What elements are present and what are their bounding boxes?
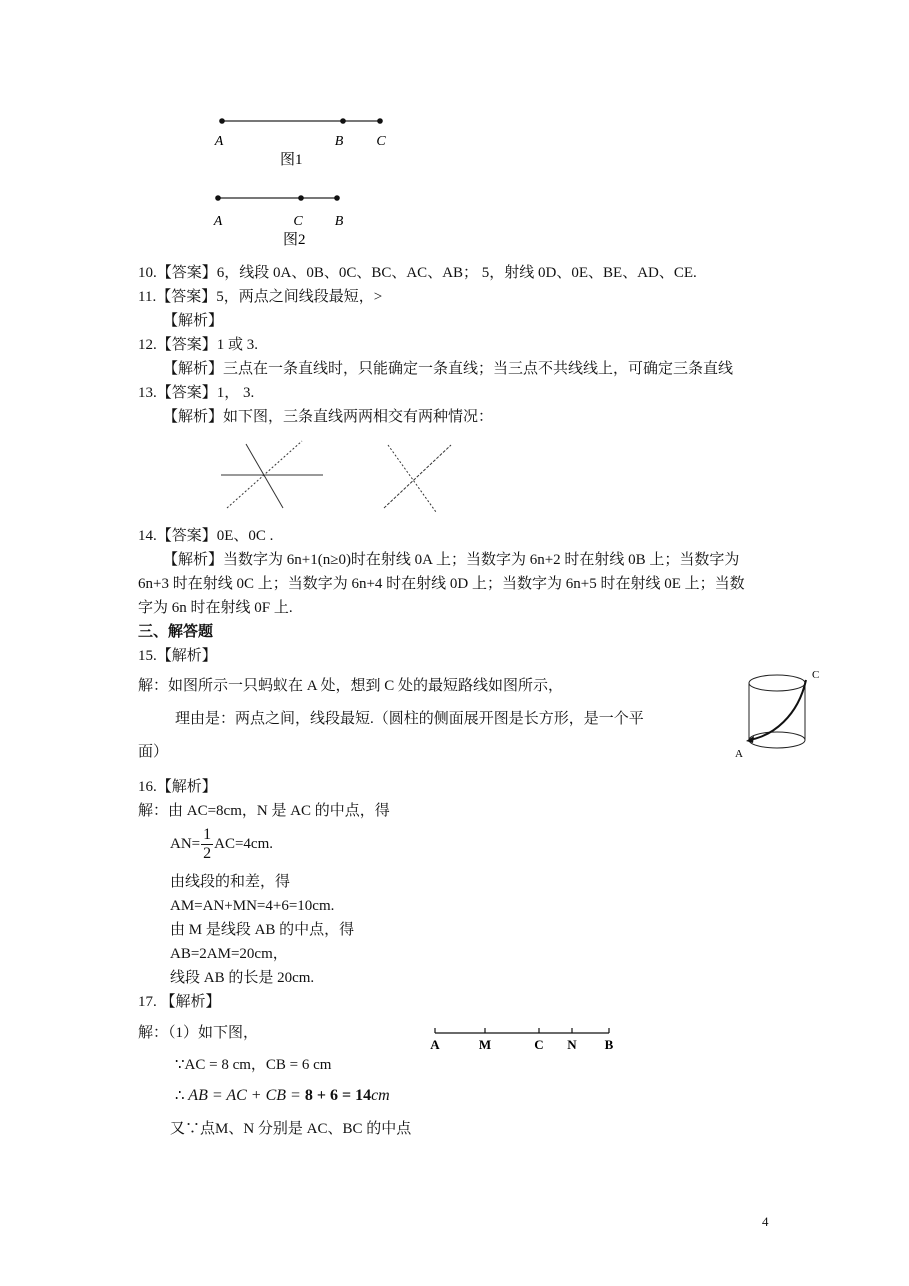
case1-oblique-line — [246, 444, 283, 508]
therefore-symbol: ∴ — [175, 1088, 185, 1104]
figure2-label-c: C — [293, 214, 303, 229]
q17-again-line: 又∵点M、N 分别是 AC、BC 的中点 — [170, 1121, 412, 1137]
page-number: 4 — [762, 1214, 769, 1229]
q16-solution-line5: 由 M 是线段 AB 的中点，得 — [170, 922, 355, 938]
figure2-label-b: B — [334, 214, 344, 229]
figure1-point-b — [340, 118, 346, 124]
q15-solution-line2: 理由是：两点之间，线段最短.（圆柱的侧面展开图是长方形，是一个平 — [175, 711, 644, 727]
cylinder-figure — [728, 660, 828, 765]
q12-answer: 12.【答案】1 或 3. — [138, 337, 259, 353]
figure2-point-b — [334, 195, 340, 201]
q15-header: 15.【解析】 — [138, 648, 217, 664]
figure1-caption: 图1 — [280, 152, 303, 168]
figure1-point-a — [219, 118, 225, 124]
cylinder-top-ellipse — [749, 675, 805, 691]
q15-solution-line3: 面） — [138, 744, 169, 760]
q13-analysis: 【解析】如下图，三条直线两两相交有两种情况： — [163, 409, 494, 425]
q16-solution-line6: AB=2AM=20cm， — [170, 946, 288, 962]
q14-analysis-line1: 【解析】当数字为 6n+1(n≥0)时在射线 0A 上；当数字为 6n+2 时在射线 0B 上；当数字为 — [163, 552, 740, 568]
label-c: C — [534, 1037, 544, 1052]
figure2-point-c — [298, 195, 304, 201]
q17-solution-line1: 解：（1）如下图， — [138, 1025, 259, 1041]
q14-analysis-line2: 6n+3 时在射线 0C 上；当数字为 6n+4 时在射线 0D 上；当数字为 6n+5 时在射线 0E 上；当数 — [138, 576, 745, 592]
q16-solution-line3: 由线段的和差，得 — [170, 874, 291, 890]
q11-analysis: 【解析】 — [163, 313, 224, 329]
q16-header: 16.【解析】 — [138, 779, 217, 795]
number-line-figure — [425, 1020, 625, 1055]
an-suffix: AC=4cm. — [214, 836, 273, 852]
q13-answer: 13.【答案】1， 3. — [138, 385, 255, 401]
therefore-expression: AB = AC + CB = — [188, 1087, 305, 1104]
q11-answer: 11.【答案】5，两点之间线段最短，> — [138, 289, 383, 305]
label-b: B — [604, 1037, 614, 1052]
segment-figures — [200, 100, 420, 250]
figure2-point-a — [215, 195, 221, 201]
q17-header: 17. 【解析】 — [138, 994, 221, 1010]
figure1-label-b: B — [334, 134, 344, 149]
label-m: M — [478, 1037, 492, 1052]
one-half-fraction — [201, 826, 213, 863]
q16-solution-line7: 线段 AB 的长是 20cm. — [170, 970, 315, 986]
q16-solution-line4: AM=AN+MN=4+6=10cm. — [170, 898, 335, 914]
therefore-unit: cm — [371, 1087, 390, 1104]
q17-therefore-line — [175, 1087, 390, 1105]
case2-oblique-line — [384, 445, 451, 508]
q15-solution-line1: 解：如图所示一只蚂蚁在 A 处，想到 C 处的最短路线如图所示， — [138, 678, 564, 694]
q10-answer: 10.【答案】6，线段 0A、0B、0C、BC、AC、AB； 5，射线 0D、0E、BE、AD、CE. — [138, 265, 697, 281]
q16-solution-line1: 解：由 AC=8cm，N 是 AC 的中点，得 — [138, 803, 390, 819]
section-title: 三、解答题 — [138, 624, 214, 640]
figure1-label-c: C — [376, 134, 386, 149]
therefore-sum: 8 + 6 = 14 — [304, 1087, 372, 1104]
cylinder-label-c: C — [812, 669, 820, 681]
q14-answer: 14.【答案】0E、0C . — [138, 528, 274, 544]
cylinder-label-a: A — [735, 748, 743, 760]
an-prefix: AN= — [170, 836, 201, 852]
case2-dotted-line — [388, 445, 436, 512]
figure2-label-a: A — [213, 214, 223, 229]
label-n: N — [567, 1037, 577, 1052]
intersecting-lines-figure — [215, 435, 460, 520]
q12-analysis: 【解析】三点在一条直线时，只能确定一条直线；当三点不共线线上，可确定三条直线 — [163, 361, 734, 377]
figure2-caption: 图2 — [283, 232, 306, 248]
fraction-denominator: 2 — [203, 845, 212, 863]
q16-fraction-line — [170, 826, 273, 863]
figure1-label-a: A — [214, 134, 224, 149]
path-arrow-head — [746, 736, 754, 743]
fraction-numerator: 1 — [203, 826, 212, 844]
q14-analysis-line3: 字为 6n 时在射线 0F 上. — [138, 600, 293, 616]
figure1-point-c — [377, 118, 383, 124]
label-a: A — [430, 1037, 440, 1052]
cylinder-bottom-ellipse — [749, 732, 805, 748]
q17-because-line: ∵AC = 8 cm，CB = 6 cm — [175, 1057, 332, 1073]
